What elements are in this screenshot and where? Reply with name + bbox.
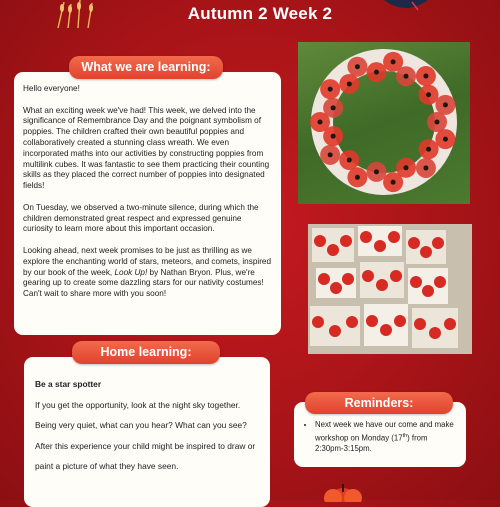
greeting-text: Hello everyone!: [23, 84, 80, 93]
home-learning-panel: [24, 357, 270, 507]
poppy-wreath-photo: [298, 42, 470, 204]
learning-heading: What we are learning:: [69, 56, 223, 79]
reminders-heading: Reminders:: [305, 392, 453, 414]
learning-paragraph: Looking ahead, next week promises to be just as thrilling as we explore the enchanting world of stars, meteors, and comets, inspired by our book of the week, Look Up! by Nathan Bryon. Plus, we're gearing up to create some dazzling stars for our nativity costumes! Can't wait to share more with you soon!: [23, 245, 272, 299]
page-title: Autumn 2 Week 2: [187, 4, 333, 23]
home-learning-subheading: Be a star spotter: [35, 379, 102, 389]
learning-paragraph: On Tuesday, we observed a two-minute silence, during which the children demonstrated great respect and expressed genuine curiosity to learn more about this important occasion.: [23, 202, 259, 234]
book-title: Look Up!: [114, 267, 148, 277]
learning-panel: [14, 72, 281, 335]
home-learning-text: If you get the opportunity, look at the night sky together. Being very quiet, what can you hear? What can you see? After this experience your child might be inspired to draw or paint a picture of what they have seen.: [35, 399, 256, 471]
learning-paragraph: What an exciting week we've had! This week, we delved into the significance of Remembrance Day and the poignant symbolism of poppies. The children crafted their own beautiful poppies and collaboratively created a stunning class wreath. We even incorporated maths into our activities by constructing poppies from multilink cubes. It was fantastic to see them practicing their counting skills as they placed the correct number of poppies into designated fields!: [23, 105, 270, 191]
poppy-paintings-photo: [308, 224, 472, 354]
reminder-item: • Next week we have our come and make workshop on Monday (17th) from 2:30pm-3:15pm.: [315, 420, 458, 454]
home-learning-heading: Home learning:: [72, 341, 220, 364]
wheat-decoration-icon: [44, 0, 108, 28]
decoration-illustration-icon: [382, 0, 430, 12]
poppy-icon: [321, 480, 365, 502]
